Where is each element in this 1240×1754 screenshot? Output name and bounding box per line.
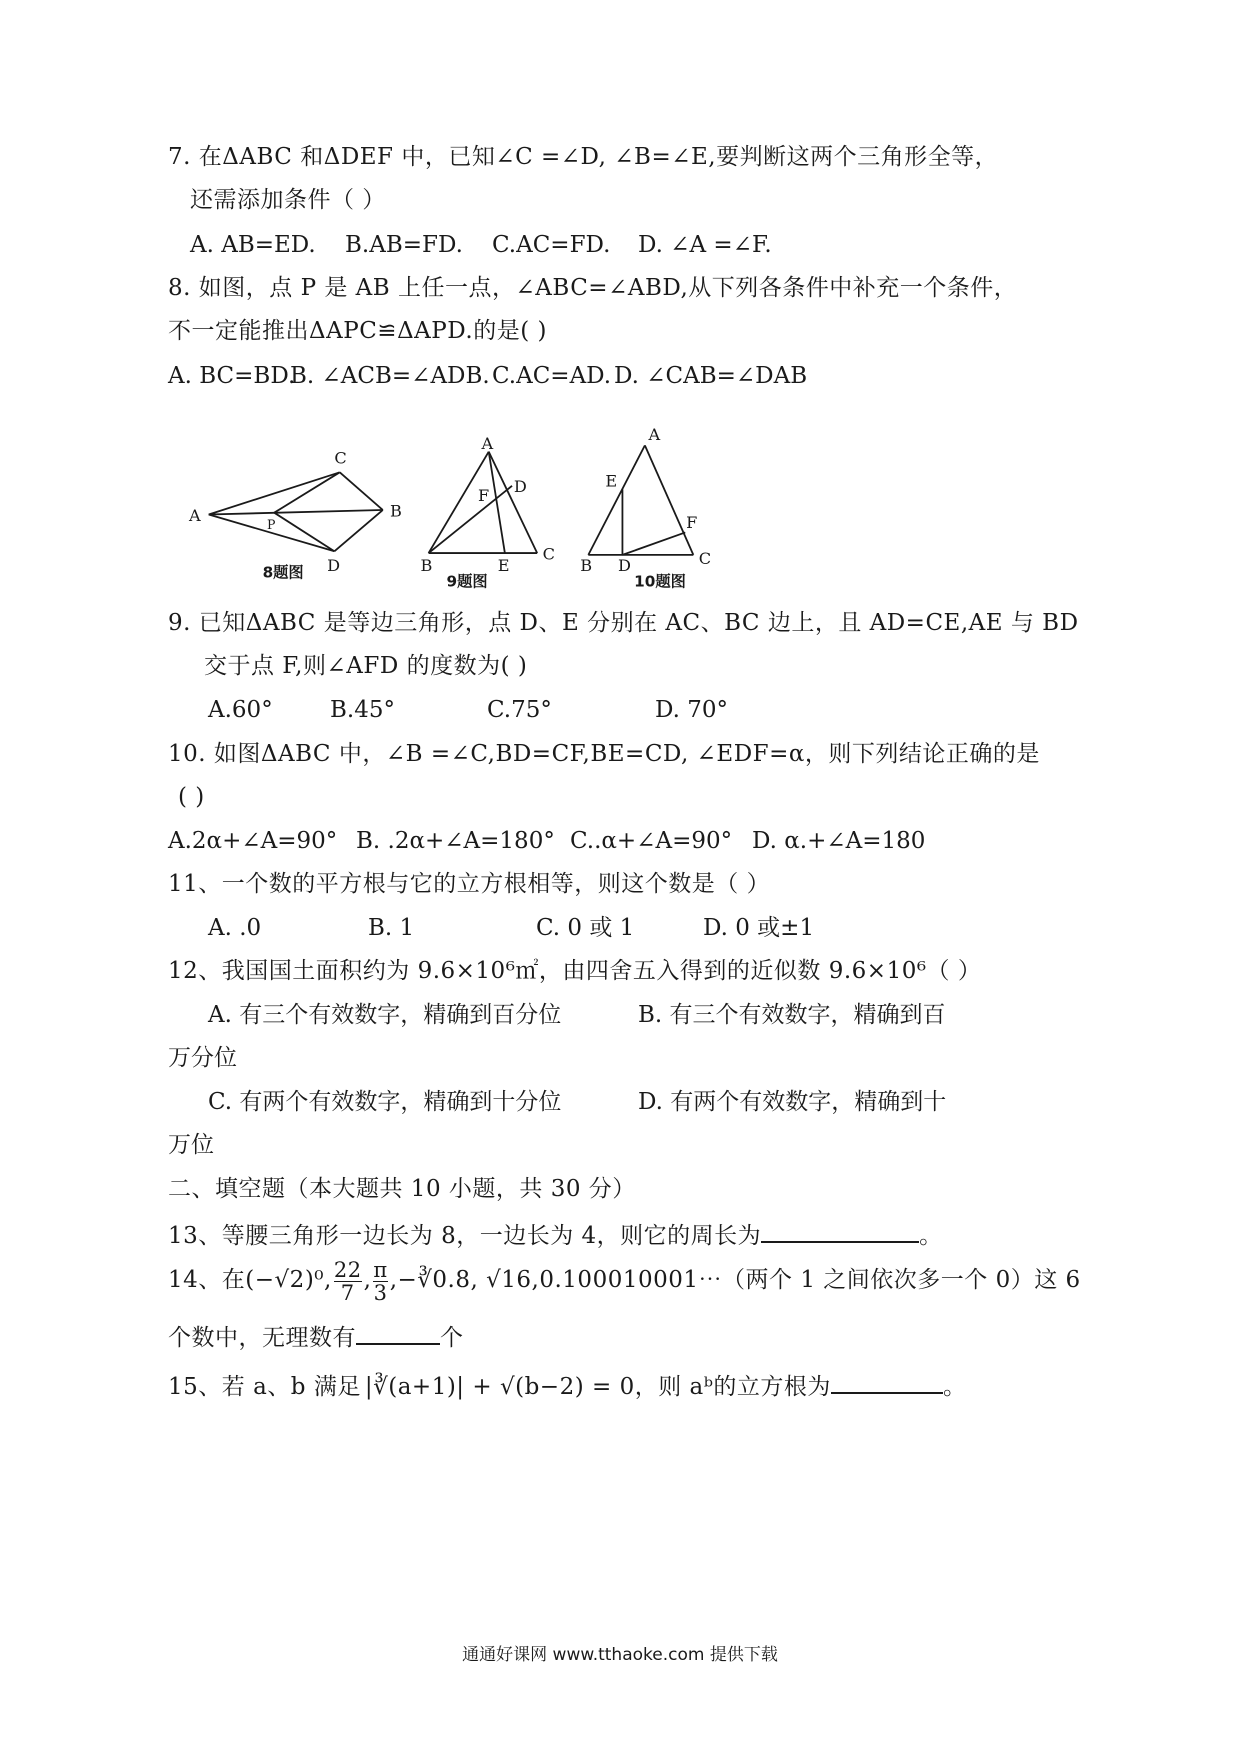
q11-line1: 11、一个数的平方根与它的立方根相等，则这个数是（ ）: [168, 871, 771, 897]
q7-option-d: D. ∠A =∠F.: [638, 232, 772, 258]
page-footer: 通通好课网 www.tthaoke.com 提供下载: [462, 1645, 778, 1665]
fig10-caption: 10题图: [634, 572, 686, 591]
q9-option-a: A.60°: [208, 697, 273, 723]
q9-option-d: D. 70°: [655, 697, 729, 723]
q15-expr: |∛(a+1)| + √(b−2) = 0: [364, 1374, 635, 1400]
q7-option-a: A. AB=ED.: [190, 232, 316, 258]
fig8-label-a: A: [188, 505, 201, 525]
q14-pi-den: 3: [373, 1280, 388, 1305]
q12-line1: 12、我国国土面积约为 9.6×10⁶㎡，由四舍五入得到的近似数 9.6×10⁶（ ）: [168, 958, 982, 984]
q8-option-c: C.AC=AD.: [492, 363, 612, 389]
q14-line2-suffix: 个: [440, 1325, 464, 1351]
q7-option-b: B.AB=FD.: [345, 232, 463, 258]
q14-fraction-pi-3: [373, 1259, 387, 1304]
fig10-label-d: D: [617, 556, 631, 576]
q15-mid: ，则 aᵇ的立方根为: [634, 1374, 831, 1400]
fig8-label-d: D: [327, 556, 341, 576]
q11-option-b: B. 1: [368, 915, 415, 941]
q11-option-d: D. 0 或±1: [703, 915, 815, 941]
q12-option-a: A. 有三个有效数字，精确到百分位: [208, 1002, 562, 1028]
q15-line: [168, 1368, 966, 1402]
q15-prefix: 15、若 a、b 满足: [168, 1374, 361, 1400]
q10-option-d: D. α.+∠A=180: [752, 828, 926, 854]
q13-blank: [761, 1217, 919, 1243]
fig9-label-a: A: [481, 433, 494, 453]
q12-option-d-cont: 万位: [168, 1132, 214, 1158]
fig8-label-c: C: [334, 448, 347, 468]
q14-line2: [168, 1319, 464, 1353]
fig9-caption: 9题图: [446, 572, 488, 591]
q14-line2-prefix: 个数中，无理数有: [168, 1325, 356, 1351]
q14-pi-num: π: [373, 1257, 388, 1282]
fig10-label-e: E: [605, 471, 618, 491]
fig8-label-p: P: [267, 516, 276, 532]
fig10-label-b: B: [580, 556, 593, 576]
fig9-label-e: E: [497, 556, 510, 576]
q14-frac-den: 7: [340, 1280, 355, 1305]
q11-option-c: C. 0 或 1: [536, 915, 635, 941]
figures-row: [180, 400, 880, 620]
q12-option-d: D. 有两个有效数字，精确到十: [638, 1089, 947, 1115]
q13-line: [168, 1217, 943, 1251]
fig8-caption: 8题图: [262, 563, 304, 582]
q7-option-c: C.AC=FD.: [492, 232, 611, 258]
q10-line2: ( ): [178, 784, 205, 810]
q8-option-a: A. BC=BD.: [168, 363, 296, 389]
figures-svg: [180, 400, 880, 620]
q9-line1: 9. 已知ΔABC 是等边三角形，点 D、E 分别在 AC、BC 边上，且 AD=CE,AE 与 BD: [168, 610, 1079, 636]
figure-8-diagram: [209, 472, 383, 551]
q7-line2: 还需添加条件（ ）: [190, 187, 386, 213]
q7-line1: 7. 在ΔABC 和ΔDEF 中，已知∠C =∠D, ∠B=∠E,要判断这两个三角形全等，: [168, 144, 999, 170]
fig9-label-b: B: [420, 556, 433, 576]
q14-prefix: 14、在: [168, 1267, 246, 1293]
q14-frac-num: 22: [333, 1257, 362, 1282]
fig9-label-d: D: [513, 477, 527, 497]
q9-option-c: C.75°: [487, 697, 552, 723]
q14-fraction-22-7: [334, 1259, 362, 1304]
q13-suffix: 。: [919, 1223, 943, 1249]
q14-line1: 14、在(−√2)⁰, $\frac{22}{7}$ , $\frac{\pi}{3}$ ,−∛0.8, √16,0.100010001⋯（两个 1 之间依次多一个 0）这 6: [168, 1257, 1081, 1305]
q10-line1: 10. 如图ΔABC 中，∠B =∠C,BD=CF,BE=CD, ∠EDF=α，则下列结论正确的是: [168, 741, 1040, 767]
q9-line2: 交于点 F,则∠AFD 的度数为( ): [204, 653, 528, 679]
section-2-heading: 二、填空题（本大题共 10 小题，共 30 分）: [168, 1176, 636, 1202]
q8-option-d: D. ∠CAB=∠DAB: [614, 363, 808, 389]
fig8-label-b: B: [390, 501, 402, 521]
q10-option-c: C..α+∠A=90°: [570, 828, 733, 854]
q13-prefix: 13、等腰三角形一边长为 8，一边长为 4，则它的周长为: [168, 1223, 762, 1249]
fig10-label-c: C: [698, 548, 712, 568]
q8-line2: 不一定能推出ΔAPC≌ΔAPD.的是( ): [168, 318, 547, 344]
q14-expr2: ,−∛0.8, √16,0.100010001⋯: [389, 1267, 723, 1293]
q12-option-b-cont: 万分位: [168, 1045, 237, 1071]
q9-option-b: B.45°: [330, 697, 395, 723]
fig9-label-c: C: [542, 544, 555, 564]
fig10-label-a: A: [648, 425, 661, 444]
q12-option-b: B. 有三个有效数字，精确到百: [638, 1002, 946, 1028]
q8-line1: 8. 如图，点 P 是 AB 上任一点，∠ABC=∠ABD,从下列各条件中补充一个条件，: [168, 275, 1018, 301]
q15-blank: [831, 1368, 943, 1394]
q14-blank: [356, 1319, 440, 1345]
fig9-label-f: F: [477, 486, 490, 506]
q10-option-a: A.2α+∠A=90°: [168, 828, 338, 854]
q12-option-c: C. 有两个有效数字，精确到十分位: [208, 1089, 562, 1115]
figure-10-diagram: [588, 445, 693, 554]
q10-option-b: B. .2α+∠A=180°: [356, 828, 555, 854]
q8-option-b: B. ∠ACB=∠ADB.: [290, 363, 490, 389]
fig10-label-f: F: [686, 512, 698, 532]
q14-tail: （两个 1 之间依次多一个 0）这 6: [722, 1267, 1081, 1293]
q11-option-a: A. .0: [208, 915, 262, 941]
q15-suffix: 。: [942, 1374, 967, 1400]
q14-expr1: (−√2)⁰,: [245, 1267, 332, 1293]
